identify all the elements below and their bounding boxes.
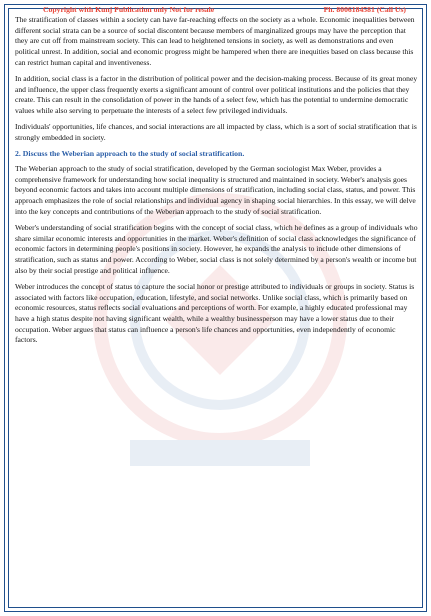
body-paragraph: In addition, social class is a factor in the distribution of political power and the decision-making process. Because of its great money and influence, the upper class frequently exerts a significant amount of control over political institutions and the policies that they create. This can result in the consolidation of power in the hands of a select few, which has the potential to undermine democratic values while also serving to perpetuate the interests of a select few privileged individuals. [15, 74, 418, 116]
page-header [43, 5, 406, 15]
question-heading: 2. Discuss the Weberian approach to the study of social stratification. [15, 149, 245, 159]
body-paragraph: The Weberian approach to the study of social stratification, developed by the German sociologist Max Weber, provides a comprehensive framework for understanding how social inequality is structured and maintained in society. Weber's analysis goes beyond economic factors and takes into account multiple dimensions of stratification, including social class, status, and power. This approach emphasizes the role of social relationships and individual agency in shaping social hierarchies. In this essay, we will delve into the key concepts and contributions of the Weberian approach to the study of social stratification. [15, 163, 416, 216]
body-paragraph: Individuals' opportunities, life chances, and social interactions are all impacted by class, which is a sort of social stratification that is strongly embedded in society. [15, 122, 417, 143]
page-content [15, 5, 418, 352]
body-paragraph: Weber's understanding of social stratification begins with the concept of social class, which he defines as a group of individuals who share similar economic interests and opportunities in the market. Weber's definition of social class acknowledges the significance of economic factors in determining people's positions in society. However, he expands the analysis to include other dimensions of stratification, such as status and power. According to Weber, social class is not solely determined by a person's wealth or income but also by their social prestige and political influence. [15, 222, 418, 275]
copyright-notice: Copyright with Kunj Publication only Not for resale [43, 5, 215, 14]
body-paragraph: Weber introduces the concept of status to capture the social honor or prestige attributed to individuals or groups in society. Status is associated with factors like occupation, education, lifestyle, and social networks. Unlike social class, which is primarily based on economic resources, status reflects social evaluations and perceptions of worth. For example, a highly educated professional may have a high status despite not having significant wealth, while a wealthy businessperson may have a lower status due to their occupation. Weber argues that status can influence a person's life chances and opportunities, even independently of economic factors. [15, 281, 415, 345]
contact-phone: Ph. 8006184581 (Call Us) [323, 5, 406, 14]
body-paragraph: The stratification of classes within a society can have far-reaching effects on the society as a whole. Economic inequalities between different social strata can be a source of social discontent because members of marginalized groups may have the perception that they are cut off from mainstream society. This can lead to heightened tensions in society, as well as demonstrations and even political unrest. In addition, social and economic progress might be hampered when there are inequities based on class because this can restrict human capital and inventiveness. [15, 15, 415, 67]
